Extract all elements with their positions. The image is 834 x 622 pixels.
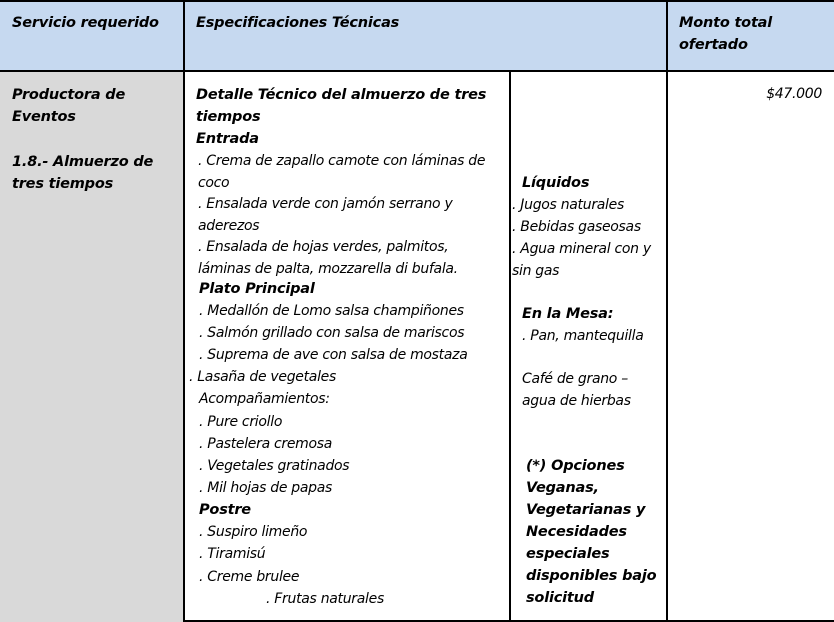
cafe-note: Café de grano – agua de hierbas <box>522 371 631 409</box>
entrada-item: . Crema de zapallo camote con láminas de coco <box>198 153 486 191</box>
col-divider-1 <box>183 0 185 622</box>
postre-item: . Suspiro limeño <box>199 524 308 540</box>
liquidos-heading: Líquidos <box>522 175 590 191</box>
mesa-item: . Pan, mantequilla <box>522 328 644 344</box>
postre-item: . Tiramisú <box>199 546 266 562</box>
entrada-heading: Entrada <box>196 131 259 147</box>
principal-item: . Salmón grillado con salsa de mariscos <box>199 325 465 341</box>
table-top-border <box>0 0 834 2</box>
header-amount: Monto total ofertado <box>679 15 773 53</box>
acompanamiento-item: . Mil hojas de papas <box>199 480 333 496</box>
header-service: Servicio requerido <box>12 15 159 31</box>
header-specs: Especificaciones Técnicas <box>196 15 400 31</box>
entrada-item: . Ensalada de hojas verdes, palmitos, láminas de palta, mozzarella di bufala. <box>198 239 458 277</box>
acompanamientos-label: Acompañamientos: <box>199 391 330 407</box>
principal-heading: Plato Principal <box>199 281 315 297</box>
liquido-item: . Bebidas gaseosas <box>512 219 641 235</box>
specs-title: Detalle Técnico del almuerzo de tres tiempos <box>196 87 487 125</box>
entrada-item: . Ensalada verde con jamón serrano y aderezos <box>198 196 453 234</box>
acompanamiento-item: . Pastelera cremosa <box>199 436 333 452</box>
principal-item: . Lasaña de vegetales <box>189 369 336 385</box>
postre-item: . Frutas naturales <box>266 591 384 607</box>
header-bottom-border <box>0 70 834 72</box>
principal-item: . Medallón de Lomo salsa champiñones <box>199 303 464 319</box>
acompanamiento-item: . Pure criollo <box>199 414 283 430</box>
col-divider-2 <box>509 71 511 622</box>
postre-item: . Creme brulee <box>199 569 300 585</box>
postre-heading: Postre <box>199 502 251 518</box>
acompanamiento-item: . Vegetales gratinados <box>199 458 350 474</box>
service-item: 1.8.- Almuerzo de tres tiempos <box>12 154 154 192</box>
mesa-heading: En la Mesa: <box>522 306 614 322</box>
service-provider: Productora de Eventos <box>12 87 126 125</box>
amount-value: $47.000 <box>766 86 822 102</box>
principal-item: . Suprema de ave con salsa de mostaza <box>199 347 468 363</box>
liquido-item: . Agua mineral con y sin gas <box>512 241 651 279</box>
col-divider-3 <box>666 0 668 622</box>
special-options-note: (*) Opciones Veganas, Vegetarianas y Necesidades especiales disponibles bajo solicitud <box>526 458 657 606</box>
liquido-item: . Jugos naturales <box>512 197 624 213</box>
